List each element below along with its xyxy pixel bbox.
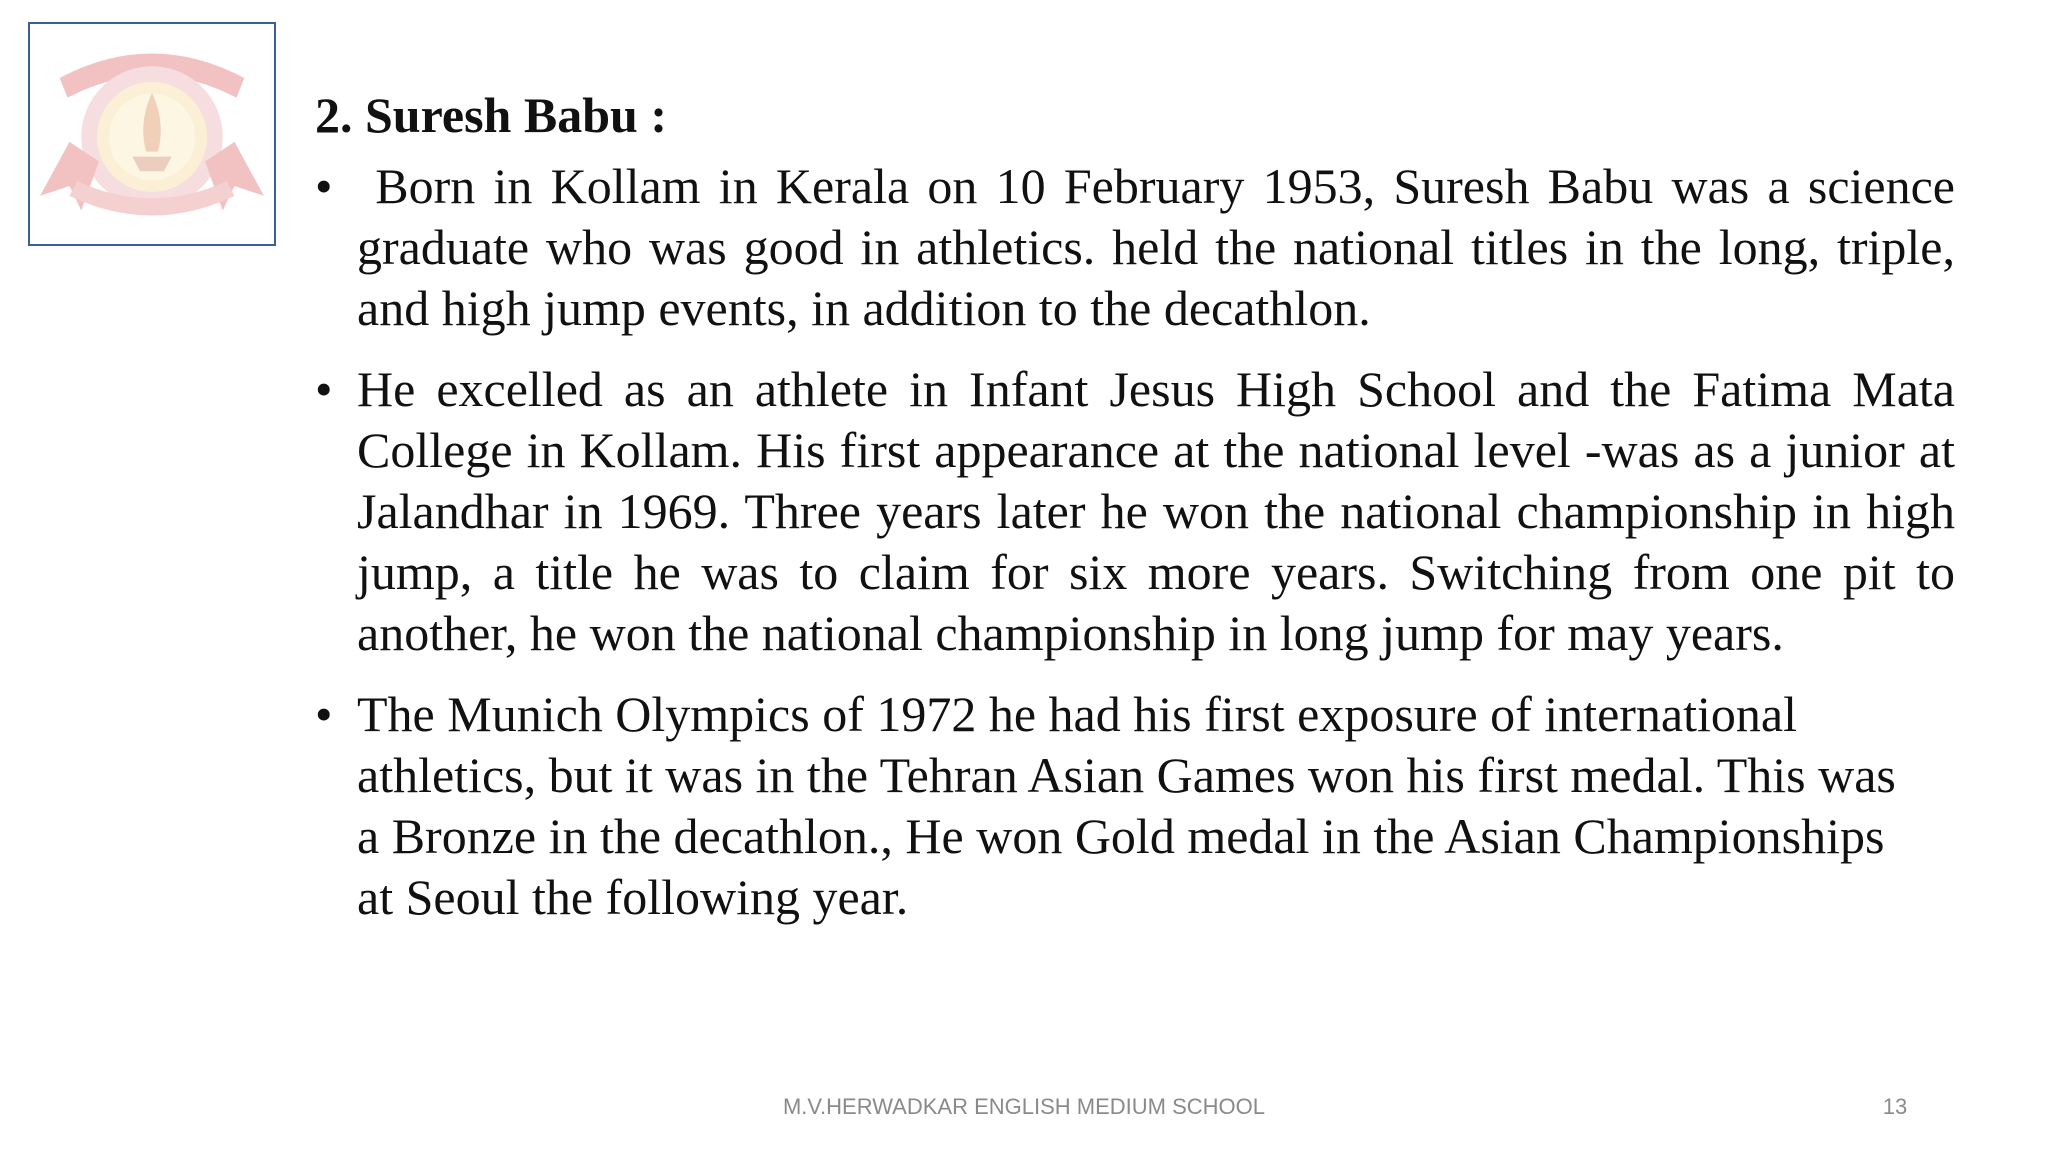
school-emblem-icon: [30, 24, 274, 244]
school-logo: [28, 22, 276, 246]
footer-school-name: M.V.HERWADKAR ENGLISH MEDIUM SCHOOL: [782, 1094, 1266, 1119]
bullet-dot: •: [315, 361, 333, 417]
bullet-dot: •: [315, 158, 333, 214]
footer-page-number: 13: [1882, 1094, 1908, 1119]
bullet-item: [315, 684, 1955, 928]
bullet-text: Born in Kollam in Kerala on 10 February 1953, Suresh Babu was a science graduate who was good in athletics. held the national titles in the long, triple, and high jump events, in addition to the decathlon.: [357, 158, 1955, 336]
bullet-dot: •: [315, 686, 333, 742]
bullet-text: The Munich Olympics of 1972 he had his first exposure of international athletics, but it was in the Tehran Asian Games won his first medal. This was a Bronze in the decathlon., He won Gold medal in the Asian Championships at Seoul the following year.: [357, 686, 1896, 925]
bullet-text: He excelled as an athlete in Infant Jesus High School and the Fatima Mata College in Kollam. His first appearance at the national level -was as a junior at Jalandhar in 1969. Three years later he won the national championship in high jump, a title he was to claim for six more years. Switching from one pit to another, he won the national championship in long jump for may years.: [357, 361, 1955, 661]
slide-content: [315, 80, 1955, 948]
bullet-item: [315, 156, 1955, 339]
bullet-list: [315, 156, 1955, 928]
bullet-item: [315, 359, 1955, 664]
slide-heading: 2. Suresh Babu :: [315, 87, 667, 143]
